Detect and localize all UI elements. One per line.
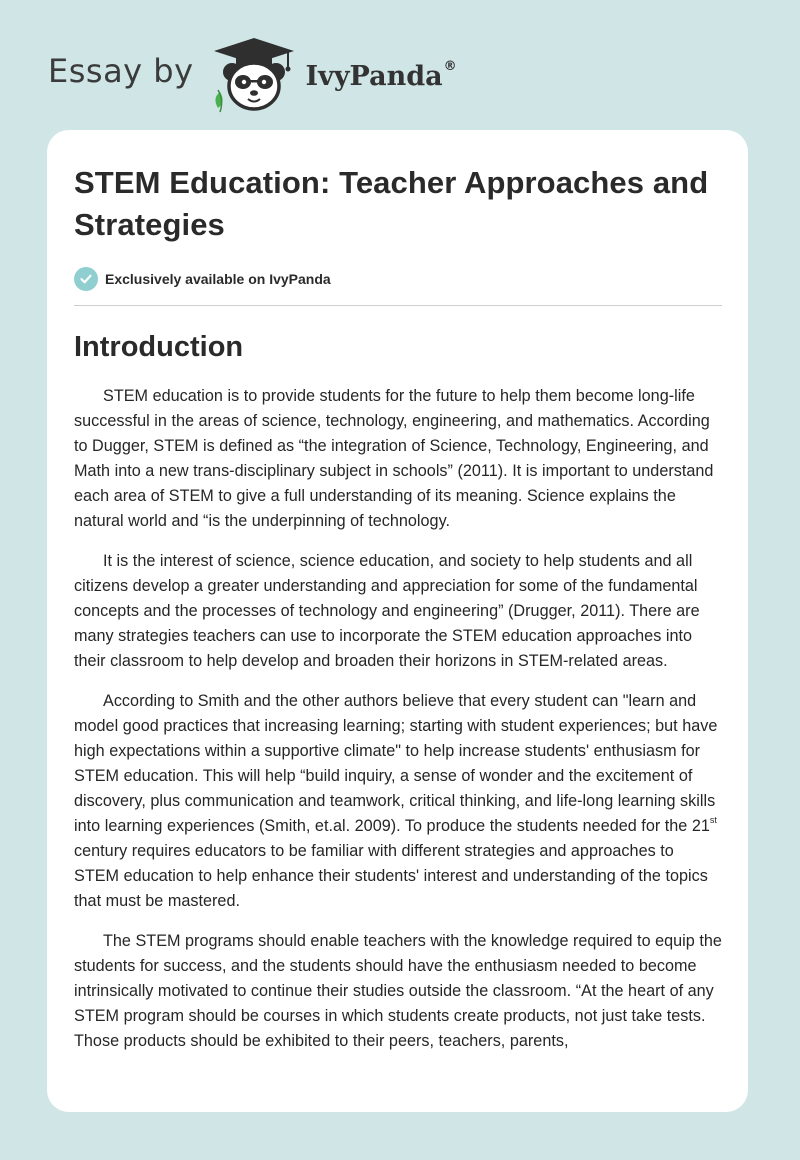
superscript: st — [709, 814, 717, 825]
paragraph: According to Smith and the other authors believe that every student can "learn and model good practices that increasing learning; starting with student experiences; but have high expectations within a supportive climate" to help increase students' enthusiasm for STEM education. This will help “build inquiry, a sense of wonder and the excitement of discovery, plus communication and teamwork, critical thinking, and life-long learning skills into learning experiences (Smith, et.al. 2009). To produce the students needed for the 21st century requires educators to be familiar with different strategies and approaches to STEM education to help enhance their students' interest and understanding of the topics that must be mastered. — [74, 692, 718, 910]
article-card — [47, 130, 748, 1112]
section-heading: Introduction — [74, 331, 244, 363]
essay-by-label: Essay by — [48, 52, 194, 90]
exclusive-label: Exclusively available on IvyPanda — [105, 271, 331, 287]
brand-name[interactable]: IvyPanda® — [305, 58, 457, 92]
exclusive-badge — [74, 267, 722, 306]
registered-mark: ® — [443, 58, 457, 74]
article-title: STEM Education: Teacher Approaches and Strategies — [74, 165, 709, 242]
paragraph: It is the interest of science, science education, and society to help students and all citizens develop a greater understanding and appreciation for some of the fundamental concepts and the processes of technology and engineering” (Drugger, 2011). There are many strategies teachers can use to incorporate the STEM education approaches into their classroom to help develop and broaden their horizons in STEM-related areas. — [74, 552, 700, 670]
paragraph: The STEM programs should enable teachers with the knowledge required to equip the students for success, and the students should have the enthusiasm needed to become intrinsically motivated to continue their studies outside the classroom. “At the heart of any STEM program should be courses in which students create products, not just take tests. Those products should be exhibited to their peers, teachers, parents, — [74, 932, 722, 1050]
check-circle-icon — [74, 267, 98, 291]
panda-graduate-icon[interactable] — [208, 34, 300, 114]
paragraph: STEM education is to provide students for the future to help them become long-life successful in the areas of science, technology, engineering, and mathematics. According to Dugger, STEM is defined as “the integration of Science, Technology, Engineering, and Math into a new trans-disciplinary subject in schools” (2011). It is important to understand each area of STEM to give a full understanding of its meaning. Science explains the natural world and “is the underpinning of technology. — [74, 387, 714, 530]
site-header — [48, 34, 457, 114]
